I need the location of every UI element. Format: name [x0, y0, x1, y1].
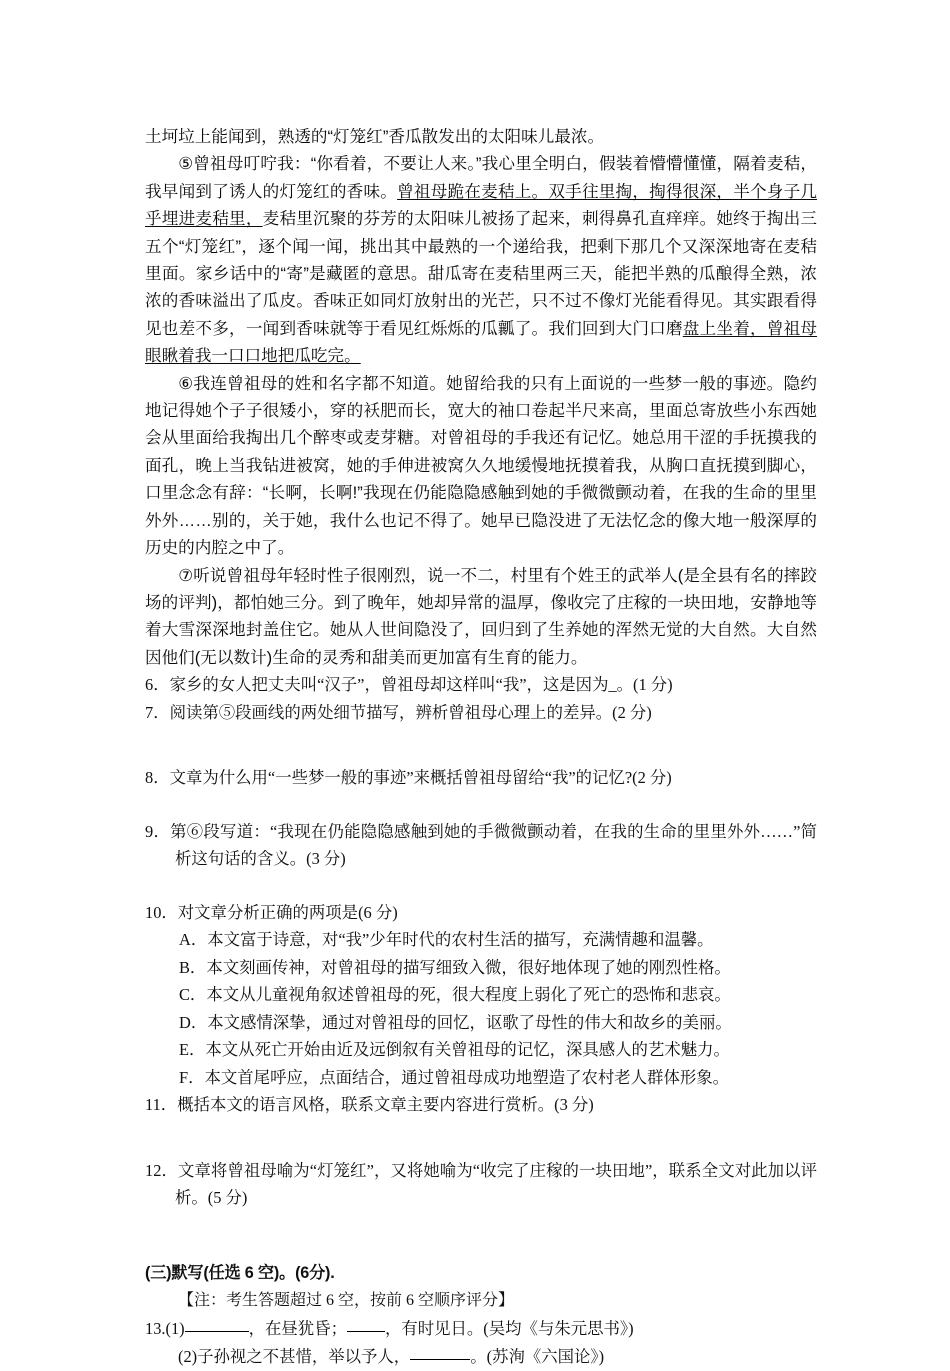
passage-paragraph-7: [145, 562, 817, 672]
answer-space-12: [145, 1212, 817, 1259]
option-c[interactable]: [145, 981, 817, 1009]
option-f-text: 本文首尾呼应，点面结合，通过曾祖母成功地塑造了农村老人群体形象。: [204, 1067, 730, 1087]
question-13-sub2-text-a: 子孙视之不甚惜，举以予人，: [197, 1347, 411, 1367]
option-f-label: F．: [179, 1067, 205, 1087]
question-10-number: 10．: [145, 902, 178, 922]
option-b[interactable]: [145, 954, 817, 982]
answer-space-8: [145, 792, 817, 818]
question-12-text: 文章将曾祖母喻为“灯笼红”，又将她喻为“收完了庄稼的一块田地”，联系全文对此加以评析。(5 分): [175, 1160, 818, 1208]
option-a-label: A．: [179, 930, 208, 950]
paragraph-5-underline-2: 盘上坐着，: [682, 318, 767, 338]
option-b-text: 本文刻画传神，对曾祖母的描写细致入微，很好地体现了她的刚烈性格。: [206, 957, 731, 977]
question-6: [145, 671, 817, 699]
section-note: 【注：考生答题超过 6 空，按前 6 空顺序评分】: [178, 1291, 515, 1309]
question-6-text: 家乡的女人把丈夫叫“汉子”，曾祖母却这样叫“我”，这是因为_。(1 分): [169, 675, 673, 695]
paragraph-7-text: 听说曾祖母年轻时性子很刚烈，说一不二，村里有个姓王的武举人(是全县有名的摔跤场的评判)，都怕她三分。到了晚年，她却异常的温厚，像收完了庄稼的一块田地，安静地等着大雪深深地封盖住它。她从人世间隐没了，回归到了生养她的浑然无觉的大自然。大自然因他们(无以数计)生命的灵秀和甜美而更加富有生育的能力。: [145, 565, 817, 667]
question-7: [145, 699, 817, 727]
passage-paragraph-6: [145, 370, 817, 562]
paragraph-5-underline-3: 曾祖母眼瞅着我一口口地把瓜吃完。: [145, 318, 818, 366]
option-c-label: C．: [179, 985, 207, 1005]
reading-passage: [145, 123, 817, 671]
question-11: [145, 1091, 817, 1119]
option-b-label: B．: [179, 957, 207, 977]
blank-13-1-a[interactable]: [185, 1331, 249, 1332]
passage-paragraph-5: [145, 150, 817, 369]
blank-13-1-b[interactable]: [347, 1331, 385, 1332]
question-7-text: 阅读第⑤段画线的两处细节描写，辨析曾祖母心理上的差异。(2 分): [169, 702, 652, 722]
question-9-number: 9．: [145, 821, 171, 841]
question-13-sub1-text-b: ，有时见日。(吴均《与朱元思书》): [384, 1318, 634, 1338]
paragraph-marker-6: ⑥: [178, 373, 194, 393]
option-e-label: E．: [179, 1040, 206, 1060]
question-13-sub1-text-a: ，在昼犹昏；: [248, 1318, 347, 1338]
question-10: [145, 899, 817, 927]
option-c-text: 本文从儿童视角叙述曾祖母的死，很大程度上弱化了死亡的恐怖和悲哀。: [206, 985, 731, 1005]
question-13-sub1: [145, 1315, 817, 1343]
question-13-number: 13.: [145, 1318, 166, 1338]
question-12: [145, 1157, 817, 1212]
question-8: [145, 764, 817, 792]
option-f[interactable]: [145, 1064, 817, 1092]
answer-space-9: [145, 873, 817, 899]
answer-space-11: [145, 1119, 817, 1157]
section-heading-three: (三)默写(任选 6 空)。(6分).: [145, 1263, 335, 1282]
question-9-text: 第⑥段写道：“我现在仍能隐隐感触到她的手微微颤动着，在我的生命的里里外外……”简析这句话的含义。(3 分): [170, 821, 817, 869]
question-13-sub2: [145, 1342, 817, 1371]
question-10-text: 对文章分析正确的两项是(6 分): [177, 902, 398, 922]
paragraph-5-segment-2: 麦秸里沉聚的芬芳的太阳味儿被扬了起来，刺得鼻孔直痒痒。她终于掏出三五个“灯笼红”，逐个闻一闻，挑出其中最熟的一个递给我，把剩下那几个又深深地寄在麦秸里面。家乡话中的“寄”是藏匿的意思。甜瓜寄在麦秸里两三天，能把半熟的瓜酿得全熟，浓浓的香味溢出了瓜皮。香味正如同灯放射出的光芒，只不过不像灯光能看得见。其实跟看得见也差不多，一闻到香味就等于看见红烁烁的瓜瓤了。我们回到大门口磨: [145, 209, 818, 338]
question-13-sub2-prefix: (2): [178, 1347, 198, 1367]
question-13-sub1-prefix: (1): [165, 1318, 185, 1338]
question-7-number: 7．: [145, 702, 170, 722]
option-e-text: 本文从死亡开始由近及远倒叙有关曾祖母的记忆，深具感人的艺术魅力。: [205, 1040, 730, 1060]
question-11-text: 概括本文的语言风格，联系文章主要内容进行赏析。(3 分): [177, 1095, 594, 1115]
option-a[interactable]: [145, 926, 817, 954]
option-a-text: 本文富于诗意，对“我”少年时代的农村生活的描写，充满情趣和温馨。: [207, 930, 714, 950]
question-6-number: 6．: [145, 675, 170, 695]
option-d-label: D．: [179, 1012, 208, 1032]
question-11-number: 11．: [145, 1095, 178, 1115]
paragraph-5-underline-1: 曾祖母跪在麦秸上。双手往里掏，掏得很深，半个身子几乎埋进麦秸里，: [145, 181, 818, 229]
option-d-text: 本文感情深挚，通过对曾祖母的回忆，讴歌了母性的伟大和故乡的美丽。: [207, 1012, 732, 1032]
question-8-number: 8．: [145, 768, 170, 788]
blank-13-2-a[interactable]: [410, 1359, 470, 1360]
questions-block: [145, 671, 817, 1371]
option-d[interactable]: [145, 1009, 817, 1037]
paragraph-6-text: 我连曾祖母的姓和名字都不知道。她留给我的只有上面说的一些梦一般的事迹。隐约地记得她个子子很矮小，穿的袄肥而长，宽大的袖口卷起半尺来高，里面总寄放些小东西她会从里面给我掏出几个醉枣或麦芽糖。对曾祖母的手我还有记忆。她总用干涩的手抚摸我的面孔，晚上当我钻进被窝，她的手伸进被窝久久地缓慢地抚摸着我，从胸口直抚摸到脚心，口里念念有辞：“长啊，长啊!”我现在仍能隐隐感触到她的手微微颤动着，在我的生命的里里外外……别的，关于她，我什么也记不得了。她早已隐没进了无法忆念的像大地一般深厚的历史的内腔之中了。: [145, 373, 817, 558]
question-13-sub2-text-b: 。(苏洵《六国论》): [470, 1347, 605, 1367]
question-8-text: 文章为什么用“一些梦一般的事迹”来概括曾祖母留给“我”的记忆?(2 分): [169, 768, 672, 788]
passage-opening-line: 土坷垃上能闻到，熟透的“灯笼红”香瓜散发出的太阳味儿最浓。: [145, 127, 605, 146]
paragraph-5-segment-1: 曾祖母叮咛我：“你看着，不要让人来。”我心里全明白，假装着懵懵懂懂，隔着麦秸，我早闻到了诱人的灯笼红的香味。: [145, 154, 817, 201]
paragraph-marker-5: ⑤: [178, 154, 194, 174]
option-e[interactable]: [145, 1036, 817, 1064]
question-9: [145, 818, 817, 873]
question-12-number: 12．: [145, 1160, 178, 1180]
answer-space-7: [145, 726, 817, 764]
paragraph-marker-7: ⑦: [178, 565, 194, 585]
